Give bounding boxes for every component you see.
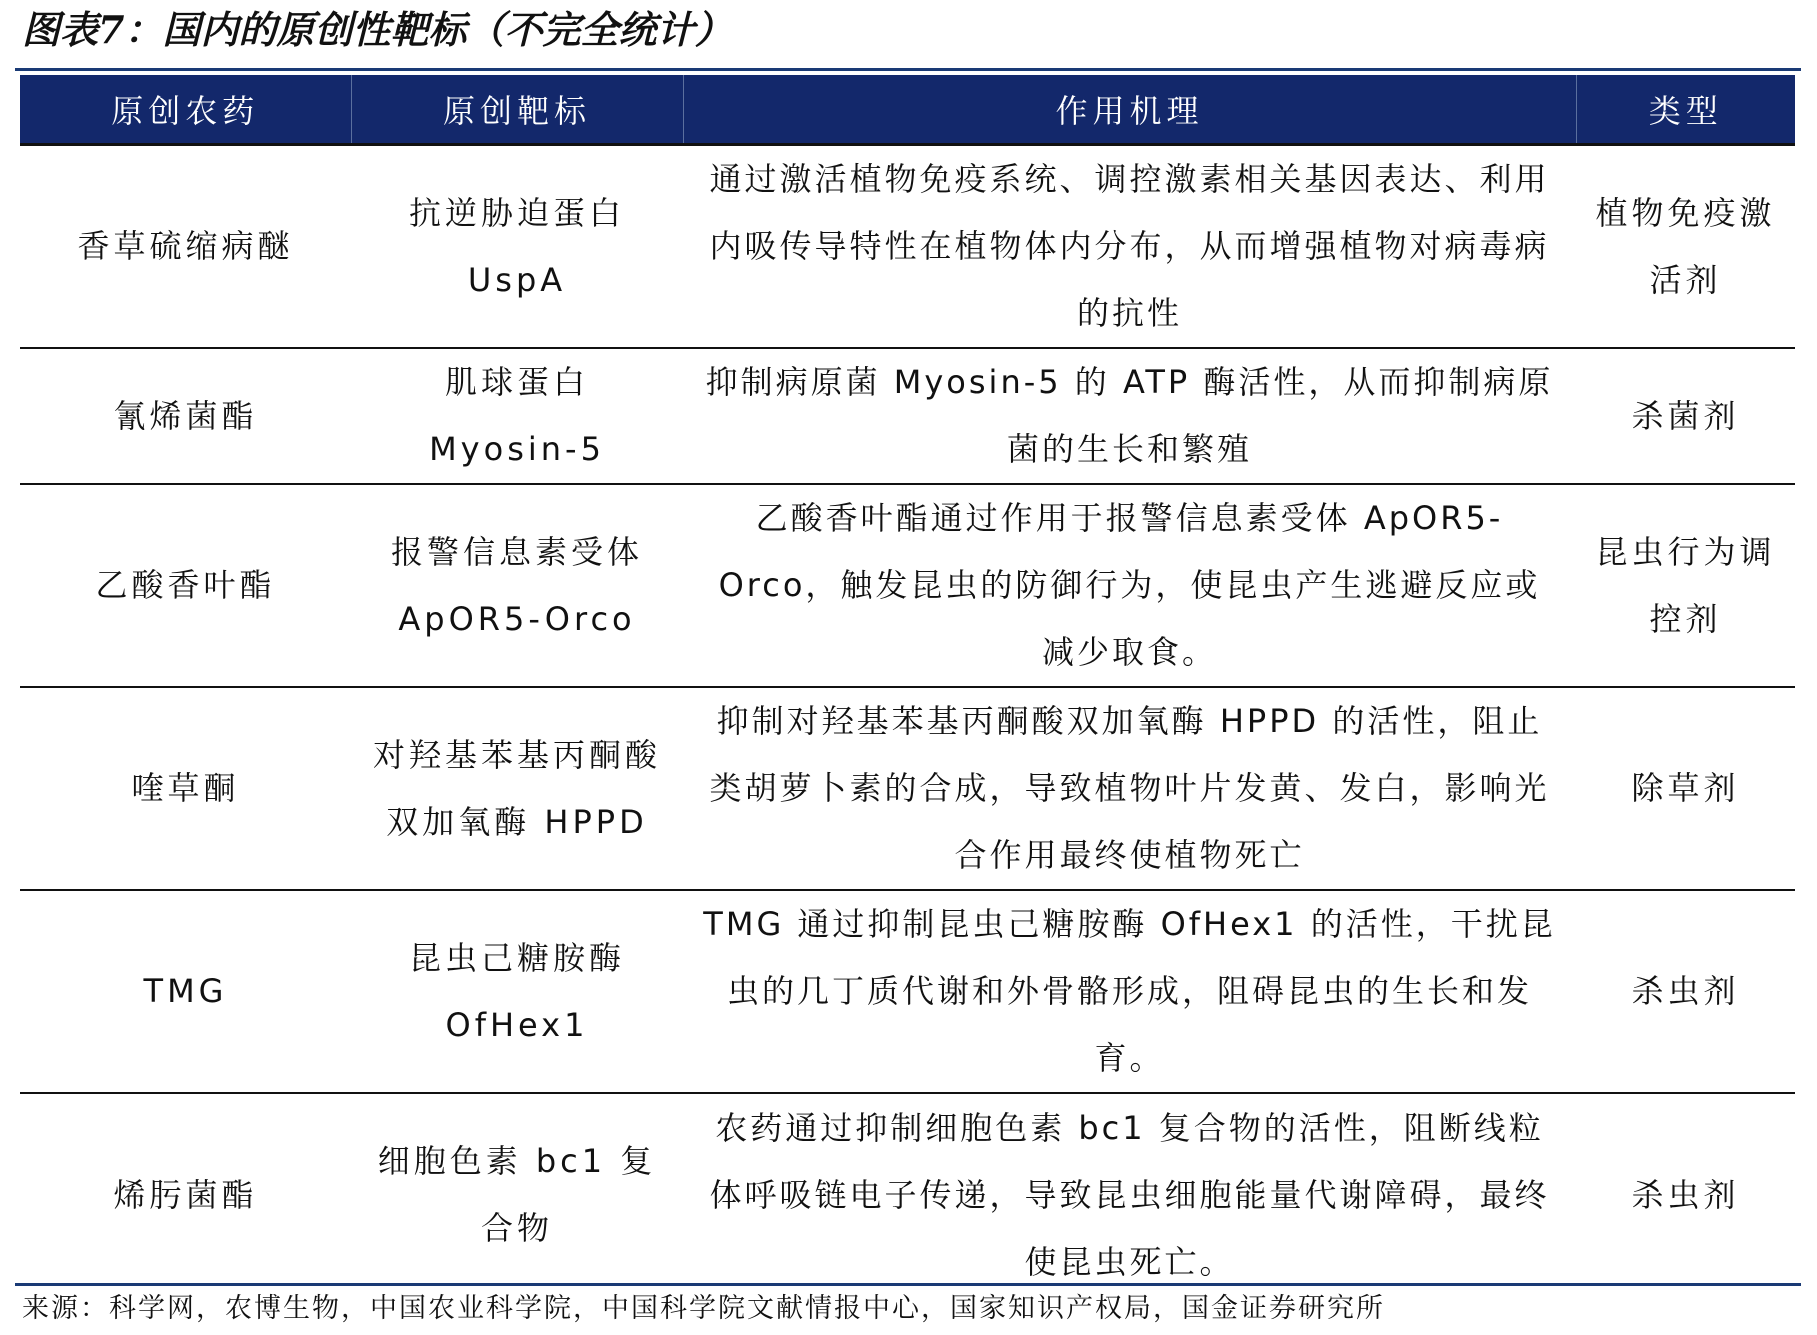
header-pesticide: 原创农药: [20, 75, 351, 145]
table-row: [20, 348, 1795, 484]
cell-type: 昆虫行为调控剂: [1576, 484, 1795, 687]
header-mechanism: 作用机理: [683, 75, 1576, 145]
bottom-rule: [15, 1283, 1801, 1286]
cell-pesticide: 氰烯菌酯: [20, 348, 351, 484]
cell-mechanism: 通过激活植物免疫系统、调控激素相关基因表达、利用内吸传导特性在植物体内分布，从而增强植物对病毒病的抗性: [683, 145, 1576, 349]
cell-mechanism: 抑制病原菌 Myosin-5 的 ATP 酶活性，从而抑制病原菌的生长和繁殖: [683, 348, 1576, 484]
cell-target: 昆虫己糖胺酶 OfHex1: [351, 890, 683, 1093]
cell-type: 除草剂: [1576, 687, 1795, 890]
table-row: [20, 1093, 1795, 1296]
cell-pesticide: 乙酸香叶酯: [20, 484, 351, 687]
table-header-row: [20, 75, 1795, 145]
cell-target: 抗逆胁迫蛋白 UspA: [351, 145, 683, 349]
cell-mechanism: 抑制对羟基苯基丙酮酸双加氧酶 HPPD 的活性，阻止类胡萝卜素的合成，导致植物叶片发黄、发白，影响光合作用最终使植物死亡: [683, 687, 1576, 890]
cell-mechanism: 乙酸香叶酯通过作用于报警信息素受体 ApOR5-Orco，触发昆虫的防御行为，使昆虫产生逃避反应或减少取食。: [683, 484, 1576, 687]
table-row: [20, 687, 1795, 890]
header-type: 类型: [1576, 75, 1795, 145]
cell-pesticide: TMG: [20, 890, 351, 1093]
data-table: [20, 75, 1795, 1296]
cell-target: 细胞色素 bc1 复合物: [377, 1142, 657, 1247]
header-target: 原创靶标: [351, 75, 683, 145]
cell-mechanism: 农药通过抑制细胞色素 bc1 复合物的活性，阻断线粒体呼吸链电子传递，导致昆虫细胞能量代谢障碍，最终使昆虫死亡。: [709, 1108, 1550, 1281]
cell-type: 杀虫剂: [1576, 890, 1795, 1093]
cell-target: 对羟基苯基丙酮酸双加氧酶 HPPD: [351, 687, 683, 890]
cell-type: 杀虫剂: [1631, 1175, 1740, 1214]
table-row: [20, 890, 1795, 1093]
source-note: 来源：科学网，农博生物，中国农业科学院，中国科学院文献情报中心，国家知识产权局，国金证券研究所: [22, 1293, 1385, 1324]
cell-type: 植物免疫激活剂: [1576, 145, 1795, 349]
title-rule: [15, 68, 1801, 71]
table-row: [20, 145, 1795, 349]
cell-type: 杀菌剂: [1576, 348, 1795, 484]
cell-pesticide: 香草硫缩病醚: [20, 145, 351, 349]
cell-target: 肌球蛋白 Myosin-5: [351, 348, 683, 484]
table-row: [20, 484, 1795, 687]
cell-mechanism: TMG 通过抑制昆虫己糖胺酶 OfHex1 的活性，干扰昆虫的几丁质代谢和外骨骼形成，阻碍昆虫的生长和发育。: [683, 890, 1576, 1093]
cell-target: 报警信息素受体 ApOR5-Orco: [351, 484, 683, 687]
page-title: 图表7：国内的原创性靶标（不完全统计）: [22, 7, 733, 52]
cell-pesticide: 喹草酮: [20, 687, 351, 890]
cell-pesticide: 烯肟菌酯: [113, 1175, 258, 1214]
